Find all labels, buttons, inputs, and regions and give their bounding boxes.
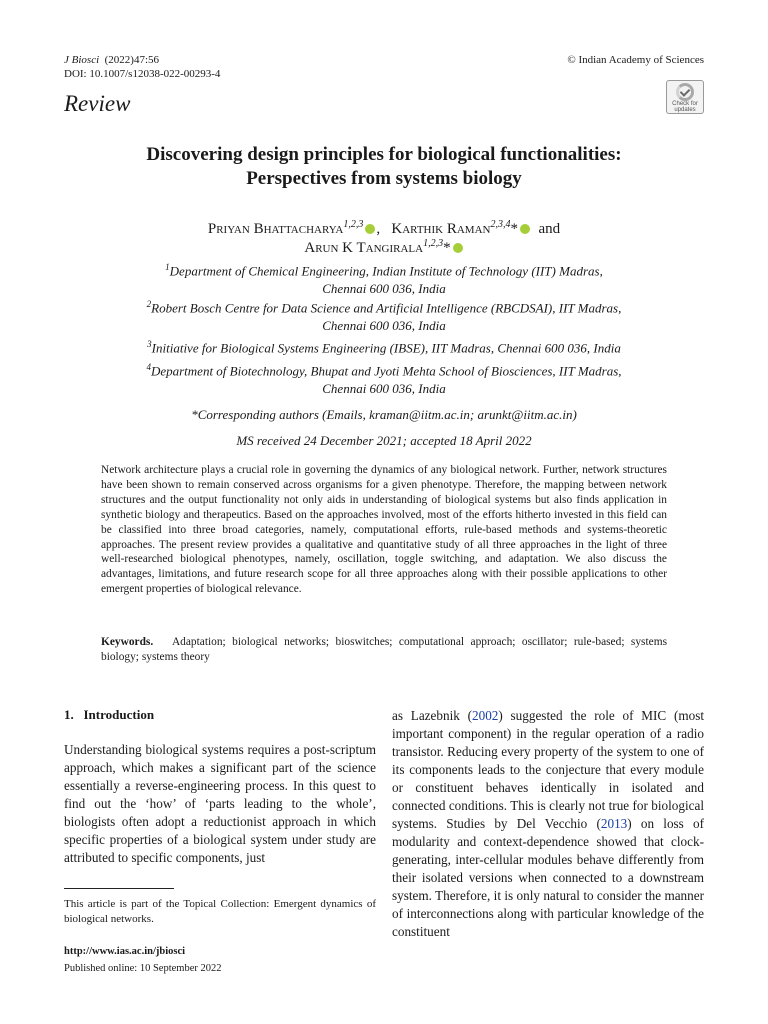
author-superscript: 1,2,3 [343, 219, 364, 230]
journal-name: J Biosci [64, 54, 100, 66]
footnote-rule [64, 888, 174, 889]
affiliation-2 [0, 295, 768, 335]
affiliation-number: 4 [146, 362, 151, 372]
affiliation-text: Initiative for Biological Systems Engineering (IBSE), IIT Madras, Chennai 600 036, India [151, 340, 621, 356]
author-name: Karthik Raman [391, 221, 491, 237]
received-dates: MS received 24 December 2021; accepted 18 April 2022 [236, 433, 532, 448]
citation-link[interactable]: 2013 [600, 816, 628, 831]
citation-link[interactable]: 2002 [472, 708, 499, 723]
intro-paragraph-col2 [392, 707, 704, 941]
journal-url[interactable]: http://www.ias.ac.in/jbiosci [64, 946, 186, 957]
affiliation-number: 1 [165, 262, 170, 272]
journal-volume: (2022)47:56 [104, 54, 160, 66]
section-title: Introduction [83, 707, 155, 722]
section-number: 1. [64, 707, 74, 722]
author-superscript: 2,3,4 [490, 219, 511, 230]
intro-paragraph-col1: Understanding biological systems requires a post-scriptum approach, which makes a significant part of the science essentially a reverse-engineering process. In this quest to find out the ‘how’ of ‘parts leading to the whole’, biologists often adopt a reductionist approach in which specific properties of a biological system under study are attributed to specific components, just [64, 742, 376, 865]
affiliation-text: Department of Biotechnology, Bhupat and Jyoti Mehta School of Biosciences, IIT Madras, [150, 363, 622, 379]
abstract: Network architecture plays a crucial role in governing the dynamics of any biological network. Further, network structures have been shown to remain conserved across organisms for a given phenotype. Therefore, the mapping between network structures and the output functionality not only aids in understanding of biological systems but also finds application in synthetic biology and therapeutics. Based on the approaches involved, most of the efforts hitherto invested in this field can be classified into three broad categories, namely, computational efforts, rule-based methods and systems-theoretic approaches. The present review provides a qualitative and quantitative study of all three approaches in the light of three well-researched biological phenotypes, namely, oscillation, toggle switching, and adaptation. We also discuss the advantages, limitations, and future research scope for all three approaches along with their possible applications to other emergent properties of biological relevance. [101, 464, 667, 596]
doi[interactable]: DOI: 10.1007/s12038-022-00293-4 [64, 68, 221, 80]
author-name: Priyan Bhattacharya [207, 221, 344, 237]
section-heading [64, 707, 154, 723]
journal-citation [64, 54, 159, 67]
affiliation-1 [0, 258, 768, 298]
author-separator: , [376, 221, 381, 237]
text-run: ) suggested the role of MIC (most important component) in the regular operation of a radio transistor. Reducing every property of the system to one of its components leads to the conjecture that every module or constituent behaves identically in isolated and connected conditions. This is clearly not true for biological systems. Studies by Del Vecchio ( [392, 708, 705, 831]
text-run: as Lazebnik ( [392, 708, 472, 723]
affiliation-4 [0, 358, 768, 398]
publisher: © Indian Academy of Sciences [567, 54, 704, 66]
author-conjunction: and [538, 221, 561, 237]
affiliation-city: Chennai 600 036, India [322, 281, 446, 297]
author-superscript: 1,2,3 [423, 238, 444, 249]
author-name: Arun K Tangirala [304, 240, 424, 256]
article-title-line-2: Perspectives from systems biology [246, 168, 522, 189]
affiliation-number: 3 [147, 339, 152, 349]
corresponding-mark: * [443, 240, 451, 256]
affiliation-city: Chennai 600 036, India [322, 318, 446, 334]
keywords-text: Adaptation; biological networks; bioswitches; computational approach; oscillator; rule-based; systems biology; systems theory [101, 636, 667, 663]
section-label: Review [64, 91, 131, 116]
keywords [101, 635, 667, 665]
check-for-updates-badge[interactable] [666, 80, 704, 114]
orcid-icon[interactable] [365, 224, 375, 234]
affiliation-text: Department of Chemical Engineering, Indian Institute of Technology (IIT) Madras, [169, 263, 603, 279]
orcid-icon[interactable] [453, 243, 463, 253]
text-run: ) on loss of modularity and context-dependence showed that clock-generating, inter-cellular modules behave differently from their isolated versions when connected to a downstream system. Therefore, it is only natural to consider the manner of interconnections along with particular knowledge of the constituent [392, 816, 705, 939]
check-updates-icon [676, 83, 694, 101]
affiliation-3 [0, 335, 768, 357]
badge-text-2: updates [674, 107, 696, 113]
badge-text-1: Check for [672, 101, 698, 107]
affiliation-city: Chennai 600 036, India [322, 381, 446, 397]
corresponding-mark: * [510, 221, 518, 237]
corresponding-authors: *Corresponding authors (Emails, kraman@iitm.ac.in; arunkt@iitm.ac.in) [191, 407, 577, 422]
footnote: This article is part of the Topical Collection: Emergent dynamics of biological networks. [64, 898, 376, 925]
published-online: Published online: 10 September 2022 [64, 963, 222, 974]
orcid-icon[interactable] [520, 224, 530, 234]
author-line-2 [0, 234, 768, 258]
affiliation-text: Robert Bosch Centre for Data Science and Artificial Intelligence (RBCDSAI), IIT Madras, [151, 300, 622, 316]
keywords-label: Keywords. [101, 636, 154, 648]
affiliation-number: 2 [146, 299, 152, 309]
article-title-line-1: Discovering design principles for biological functionalities: [146, 144, 622, 165]
